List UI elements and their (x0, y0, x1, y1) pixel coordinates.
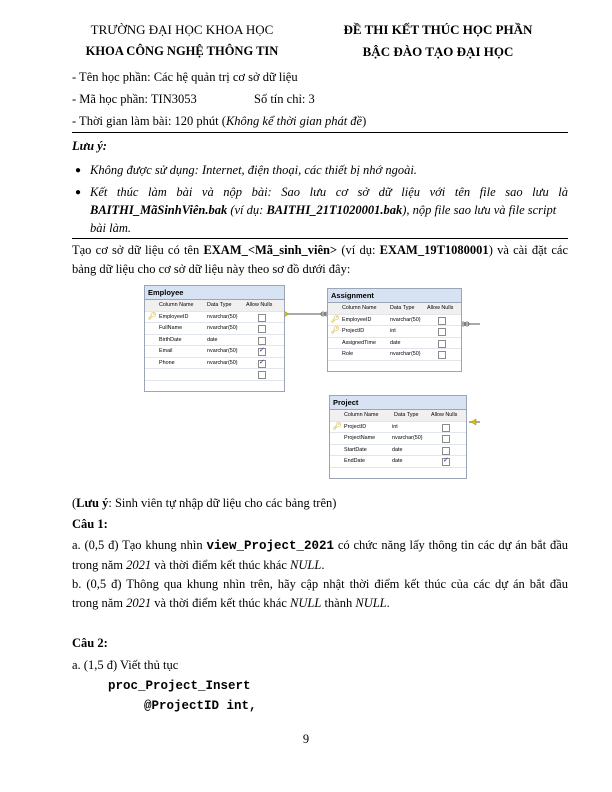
table-row: FullName nvarchar(50) (145, 323, 284, 335)
table-row: AssignedTime date (328, 338, 461, 350)
question-2-title: Câu 2: (72, 636, 108, 650)
question-2a: a. (1,5 đ) Viết thủ tục (72, 658, 179, 672)
note-item-2-line2: BAITHI_MãSinhViên.bak (ví dụ: BAITHI_21T1020001.bak), nộp file sao lưu và file script (90, 203, 557, 217)
project-table-title: Project (330, 396, 466, 410)
allow-nulls-checkbox (258, 337, 266, 345)
allow-nulls-checkbox (438, 317, 446, 325)
divider (72, 132, 568, 133)
intro-line-2: bảng dữ liệu cho cơ sở dữ liệu này theo sơ đồ dưới đây: (72, 262, 351, 276)
primary-key-icon: 🔑︎ (331, 327, 340, 334)
question-1a-line1: a. (0,5 đ) Tạo khung nhìn view_Project_2021 có chức năng lấy thông tin các dự án bắt đầu (72, 538, 568, 553)
table-row-empty (145, 369, 284, 381)
table-row: Phone nvarchar(50) ✓ (145, 358, 284, 370)
allow-nulls-checkbox (258, 314, 266, 322)
faculty-name: KHOA CÔNG NGHỆ THÔNG TIN (85, 44, 279, 58)
allow-nulls-checkbox (438, 328, 446, 336)
table-row: StartDate date (330, 445, 466, 457)
column-header-row: Column Name Data Type Allow Nulls (145, 300, 284, 312)
table-row: 🔑︎ ProjectID int (328, 326, 461, 338)
column-header-row: Column Name Data Type Allow Nulls (330, 410, 466, 422)
allow-nulls-checkbox (258, 348, 266, 356)
table-row: ProjectName nvarchar(50) (330, 433, 466, 445)
question-1a-line2: trong năm 2021 và thời điểm kết thúc khác NULL. (72, 558, 325, 572)
table-row-empty (330, 468, 466, 479)
table-row: EndDate date ✓ (330, 456, 466, 468)
page-number: 9 (302, 732, 310, 746)
table-row: 🔑︎ EmployeeID nvarchar(50) (145, 312, 284, 324)
allow-nulls-checkbox (442, 435, 450, 443)
allow-nulls-checkbox (438, 351, 446, 359)
primary-key-icon: 🔑︎ (333, 422, 342, 430)
divider (72, 238, 568, 239)
exam-duration: - Thời gian làm bài: 120 phút (Không kể thời gian phát đề) (72, 114, 367, 128)
bullet-icon: ● (75, 165, 82, 176)
question-1-title: Câu 1: (72, 517, 108, 531)
education-level: BẬC ĐÀO TẠO ĐẠI HỌC (362, 44, 514, 59)
exam-title: ĐỀ THI KẾT THÚC HỌC PHẦN (343, 22, 533, 37)
column-header-row: Column Name Data Type Allow Nulls (328, 303, 461, 315)
table-row-empty (145, 381, 284, 392)
allow-nulls-checkbox (442, 424, 450, 432)
question-1b-line1: b. (0,5 đ) Thông qua khung nhìn trên, hãy cập nhật thời điểm kết thúc của các dự án bắt đầu (72, 577, 568, 591)
note-item-1: Không được sử dụng: Internet, điện thoại, các thiết bị nhớ ngoài. (90, 163, 417, 177)
question-1b-line2: trong năm 2021 và thời điểm kết thúc khác NULL thành NULL. (72, 596, 390, 610)
allow-nulls-checkbox (442, 447, 450, 455)
allow-nulls-checkbox (258, 371, 266, 379)
table-row: Role nvarchar(50) (328, 349, 461, 361)
table-row: 🔑︎ ProjectID int (330, 422, 466, 434)
bullet-icon: ● (75, 187, 82, 198)
course-name: - Tên học phần: Các hệ quản trị cơ sở dữ liệu (72, 70, 298, 84)
assignment-table-title: Assignment (328, 289, 461, 303)
primary-key-icon: 🔑︎ (148, 312, 157, 320)
employee-table (144, 285, 285, 392)
course-credits: Số tín chỉ: 3 (254, 92, 315, 106)
employee-table-title: Employee (145, 286, 284, 300)
notes-title: Lưu ý: (72, 139, 107, 153)
code-param: @ProjectID int, (144, 699, 257, 713)
table-row: 🔑︎ EmployeeID nvarchar(50) (328, 315, 461, 327)
assignment-table (327, 288, 462, 372)
primary-key-icon: 🔑︎ (331, 315, 340, 323)
code-proc-name: proc_Project_Insert (108, 679, 251, 693)
note-item-2-line1: Kết thúc làm bài và nộp bài: Sao lưu cơ sở dữ liệu với tên file sao lưu là (90, 185, 568, 199)
allow-nulls-checkbox (442, 458, 450, 466)
allow-nulls-checkbox (438, 340, 446, 348)
data-entry-note: (Lưu ý: Sinh viên tự nhập dữ liệu cho các bảng trên) (72, 496, 337, 510)
allow-nulls-checkbox (258, 360, 266, 368)
table-row: BirthDate date (145, 335, 284, 347)
table-row: Email nvarchar(50) ✓ (145, 346, 284, 358)
project-table (329, 395, 467, 479)
allow-nulls-checkbox (258, 325, 266, 333)
university-name: TRƯỜNG ĐẠI HỌC KHOA HỌC (90, 22, 274, 37)
note-item-2-line3: bài làm. (90, 221, 131, 235)
course-code: - Mã học phần: TIN3053 (72, 92, 197, 106)
intro-line-1: Tạo cơ sở dữ liệu có tên EXAM_<Mã_sinh_viên> (ví dụ: EXAM_19T1080001) và cài đặt các (72, 243, 569, 257)
table-row-empty (328, 361, 461, 372)
